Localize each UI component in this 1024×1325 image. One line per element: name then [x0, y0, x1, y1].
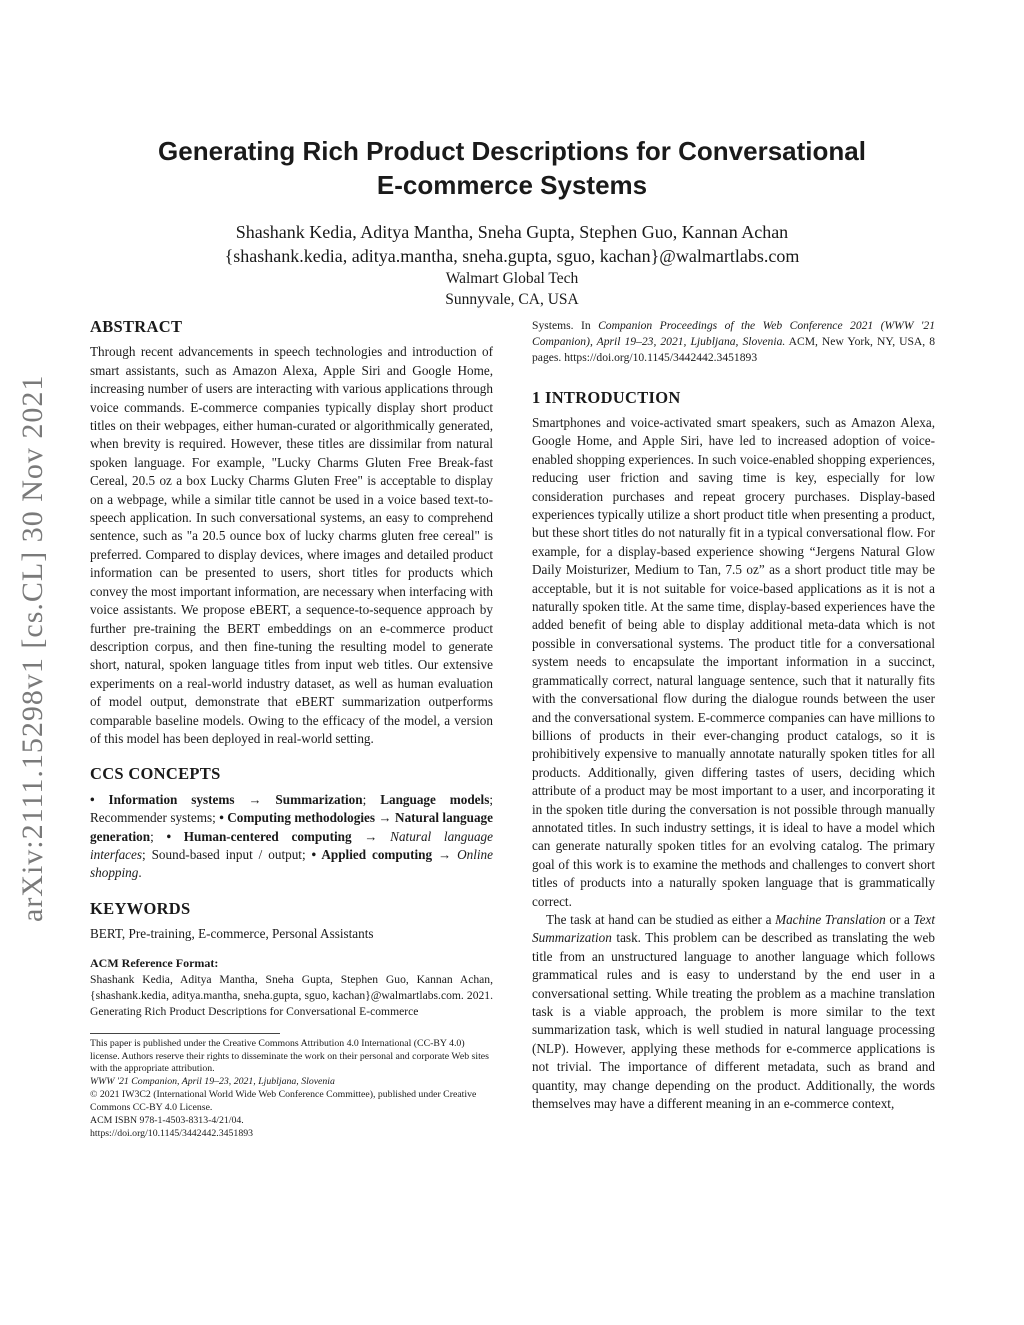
ccs-subitem: Natural language interfaces: [90, 828, 493, 862]
ccs-item: • Information systems → Summarization: [90, 791, 363, 807]
ccs-text: [90, 791, 493, 883]
ccs-sep: ;: [150, 828, 167, 844]
ccs-item: • Computing methodologies → Natural language generation: [90, 810, 493, 844]
abstract-text: Through recent advancements in speech technologies and introduction of smart assistants, such as Amazon Alexa, Apple Siri and Google Home, increasing number of users are interacting with various applications through voice commands. E-commerce companies typically display short product titles on their webpages, either human-curated or algorithmically generated, when brevity is required. However, these titles are dissimilar from natural spoken language. For example, "Lucky Charms Gluten Free Break-fast Cereal, 20.5 oz a box Lucky Charms Gluten Free" is acceptable to display on a webpage, while a similar title cannot be used in a voice based text-to-speech application. In such conversational systems, an easy to comprehend sentence, such as "a 20.5 ounce box of lucky charms gluten free cereal" is preferred. Compared to display devices, where images and detailed product information can be presented to users, short titles for products which convey the most important information, are necessary when interfacing with voice assistants. We propose eBERT, a sequence-to-sequence approach by further pre-training the BERT embeddings on an e-commerce product description corpus, and then fine-tuning the resulting model to generate short, natural, spoken language titles from input web titles. Our extensive experiments on a real-world industry dataset, as well as human evaluation of model output, demonstrate that eBERT summarization outperforms comparable baseline models. Owing to the efficacy of the model, a version of this model has been deployed in real-world setting.: [90, 344, 493, 746]
author-names: Shashank Kedia, Aditya Mantha, Sneha Gupta, Stephen Guo, Kannan Achan: [235, 222, 789, 242]
footnote-divider: [90, 1033, 280, 1034]
p2-b: or a: [885, 911, 914, 927]
introduction-heading: 1 INTRODUCTION: [532, 387, 681, 407]
intro-paragraph-1: Smartphones and voice-activated smart speakers, such as Amazon Alexa, Google Home, and Apple Siri, have led to increased adoption of voice-enabled shopping experiences. In such voice-enabled shopping experiences, reducing user friction and saving time is key, especially for low consideration purchases and repeat grocery purchases. Display-based experiences typically utilize a short product title when presenting a product, but these short titles do not naturally fit in a typical conversational flow. For example, for a display-based experience showing “Jergens Natural Glow Daily Moisturizer, Medium to Tan, 7.5 oz” as a short product title may be acceptable, but it is not suitable for voice-based applications as it is not a naturally spoken title. At the same time, display-based experiences have the added benefit of being able to display additional meta-data which is not possible in conversational systems. The product title for a conversational system needs to encapsulate the important information in a succinct, grammatically correct, natural language sentence, such that it naturally fits with the conversational flow during the dialogue rounds between the user and the conversational system. E-commerce companies can have millions to billions of products in their ever-changing product catalogs, so it is prohibitively expensive to manually annotate naturally spoken titles for all products. Additionally, given differing tastes of users, deciding which attribute of a product may be most important to a user, and incorporating it in the spoken title during the conversation is not possible through manually annotated titles. In such industry settings, it is ideal to have a model which can generate naturally spoken titles for an evolving catalog. The primary goal of this work is to examine the methods and challenges to convert short titles of products into a naturally spoken language that is grammatically correct.: [532, 415, 935, 909]
arxiv-side-label: arXiv:2111.15298v1 [cs.CL] 30 Nov 2021: [16, 374, 49, 922]
author-block: [90, 220, 934, 310]
p2-i1: Machine Translation: [775, 911, 886, 927]
isbn-note: ACM ISBN 978-1-4503-8313-4/21/04.: [90, 1115, 244, 1127]
title-line-2: E-commerce Systems: [376, 170, 648, 200]
footnote: [90, 1038, 493, 1141]
ccs-arrow: →: [432, 846, 458, 862]
abstract-heading: ABSTRACT: [90, 317, 183, 336]
location: Sunnyvale, CA, USA: [445, 291, 579, 308]
ref-pre: Systems. In: [532, 319, 599, 332]
acm-reference-continued: [532, 318, 935, 367]
paper-title: [90, 134, 934, 202]
keywords-text: BERT, Pre-training, E-commerce, Personal Assistants: [90, 926, 374, 942]
left-column: [90, 318, 493, 1141]
doi-link[interactable]: https://doi.org/10.1145/3442442.3451893: [90, 1127, 254, 1139]
right-column: [532, 318, 935, 1113]
acm-reference-heading: ACM Reference Format:: [90, 955, 219, 970]
ccs-heading: CCS CONCEPTS: [90, 764, 221, 784]
ccs-sep: .: [138, 865, 142, 881]
ccs-subitem: Online shopping: [90, 846, 494, 881]
title-line-1: Generating Rich Product Descriptions for Conversational: [158, 136, 866, 166]
ref-post: ACM, New York, NY, USA, 8 pages. https://doi.org/10.1145/3442442.3451893: [532, 335, 935, 365]
acm-reference-text: Shashank Kedia, Aditya Mantha, Sneha Gupta, Stephen Guo, Kannan Achan, {shashank.kedia, aditya.mantha, sneha.gupta, sguo, kachan}@walmartlabs.com. 2021. Generating Rich Product Descriptions for Conversational E-commerce: [90, 973, 493, 1019]
license-note: This paper is published under the Creative Commons Attribution 4.0 International (CC-BY 4.0) license. Authors reserve their rights to disseminate the work on their personal and corporate Web sites with the appropriate attribution.: [90, 1037, 489, 1075]
ccs-sep: ; Recommender systems;: [90, 791, 494, 826]
ref-venue: Companion Proceedings of the Web Conference 2021 (WWW '21 Companion), April 19–23, 2021, Ljubljana, Slovenia.: [532, 319, 935, 349]
ccs-item: Language models: [380, 791, 490, 807]
ccs-sep: ; Sound-based input / output;: [142, 846, 312, 862]
p2-i2: Text Summarization: [532, 911, 936, 946]
author-emails: {shashank.kedia, aditya.mantha, sneha.gupta, sguo, kachan}@walmartlabs.com: [224, 246, 800, 266]
ccs-item: • Human-centered computing →: [166, 828, 378, 844]
keywords-heading: KEYWORDS: [90, 898, 191, 918]
affiliation: Walmart Global Tech: [445, 270, 579, 287]
intro-paragraph-2: [532, 911, 935, 1113]
conference-note: WWW '21 Companion, April 19–23, 2021, Ljubljana, Slovenia: [90, 1076, 335, 1088]
ccs-item: • Applied computing: [311, 846, 433, 862]
copyright-note: © 2021 IW3C2 (International World Wide Web Conference Committee), published under Creative Commons CC-BY 4.0 License.: [90, 1089, 477, 1114]
p2-a: The task at hand can be studied as either a: [546, 911, 776, 927]
ccs-sep: ;: [362, 791, 381, 807]
p2-c: task. This problem can be described as translating the web title from an unstructured language to another language which follows grammatical rules and is easy to understand by the end user in a conversational setting. While treating the problem as a machine translation task is a viable approach, the problem is more similar to the text summarization task, which is well studied in natural language processing (NLP). However, applying these methods for e-commerce applications is not trivial. The importance of different metadata, such as brand and quantity, may change depending on the product. Additionally, the words themselves may have a different meaning in an e-commerce context,: [532, 930, 935, 1112]
